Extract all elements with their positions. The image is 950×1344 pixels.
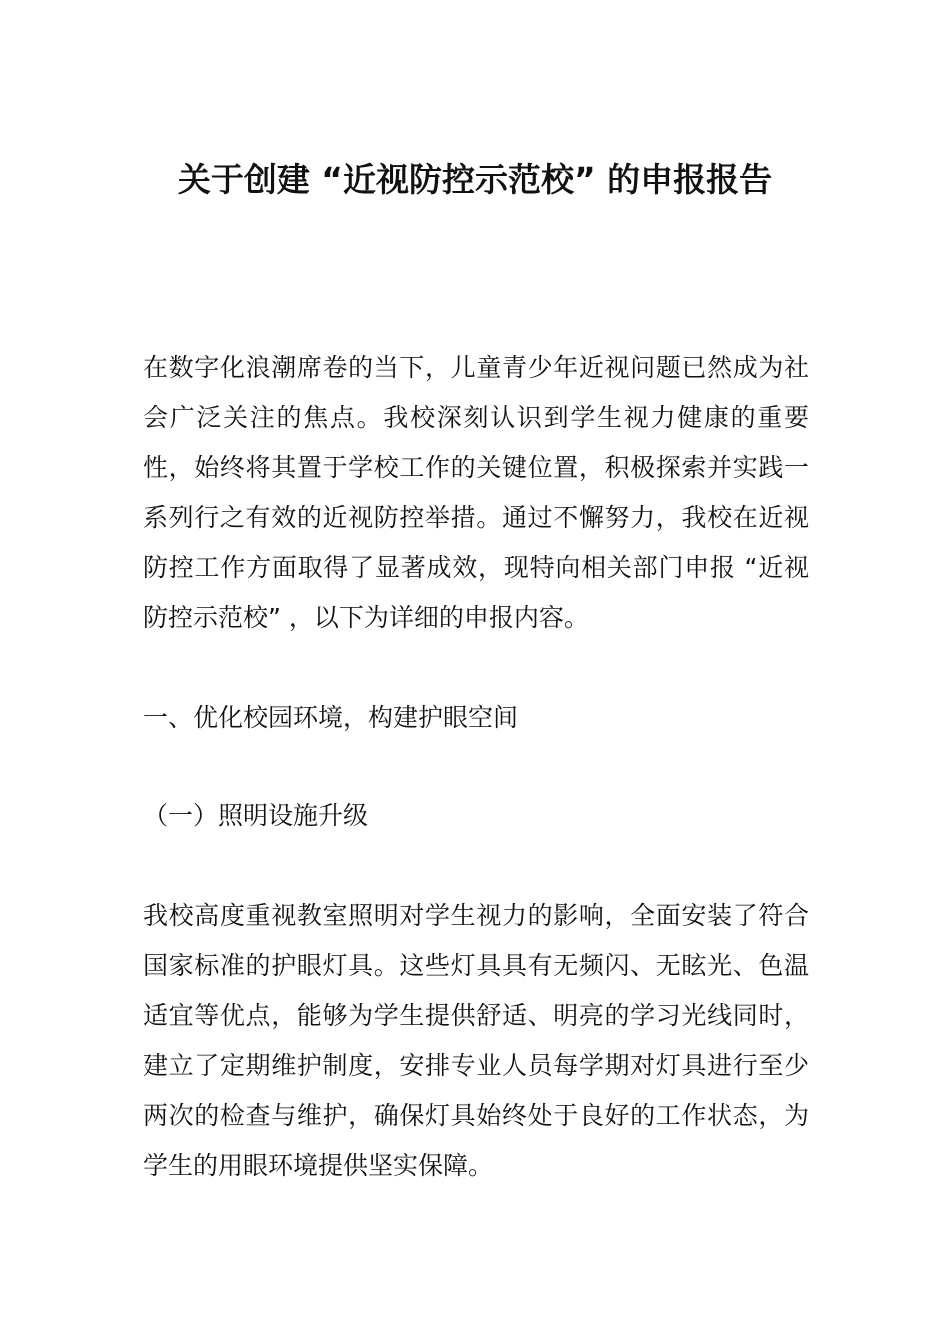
section-heading: 一、优化校园环境，构建护眼空间 [143,703,519,732]
subsection-heading: （一）照明设施升级 [143,801,369,830]
document-title: 关于创建 “近视防控示范校” 的申报报告 [177,160,773,199]
body-paragraph: 我校高度重视教室照明对学生视力的影响，全面安装了符合国家标准的护眼灯具。这些灯具具有无频闪、无眩光、色温适宜等优点，能够为学生提供舒适、明亮的学习光线同时，建立了定期维护制度，安排专业人员每学期对灯具进行至少两次的检查与维护，确保灯具始终处于良好的工作状态，为学生的用眼环境提供坚实保障。 [143,901,809,1180]
intro-paragraph: 在数字化浪潮席卷的当下，儿童青少年近视问题已然成为社会广泛关注的焦点。我校深刻认识到学生视力健康的重要性，始终将其置于学校工作的关键位置，积极探索并实践一系列行之有效的近视防控举措。通过不懈努力，我校在近视防控工作方面取得了显著成效，现特向相关部门申报 “近视防控示范校” ，以下为详细的申报内容。 [143,353,809,632]
